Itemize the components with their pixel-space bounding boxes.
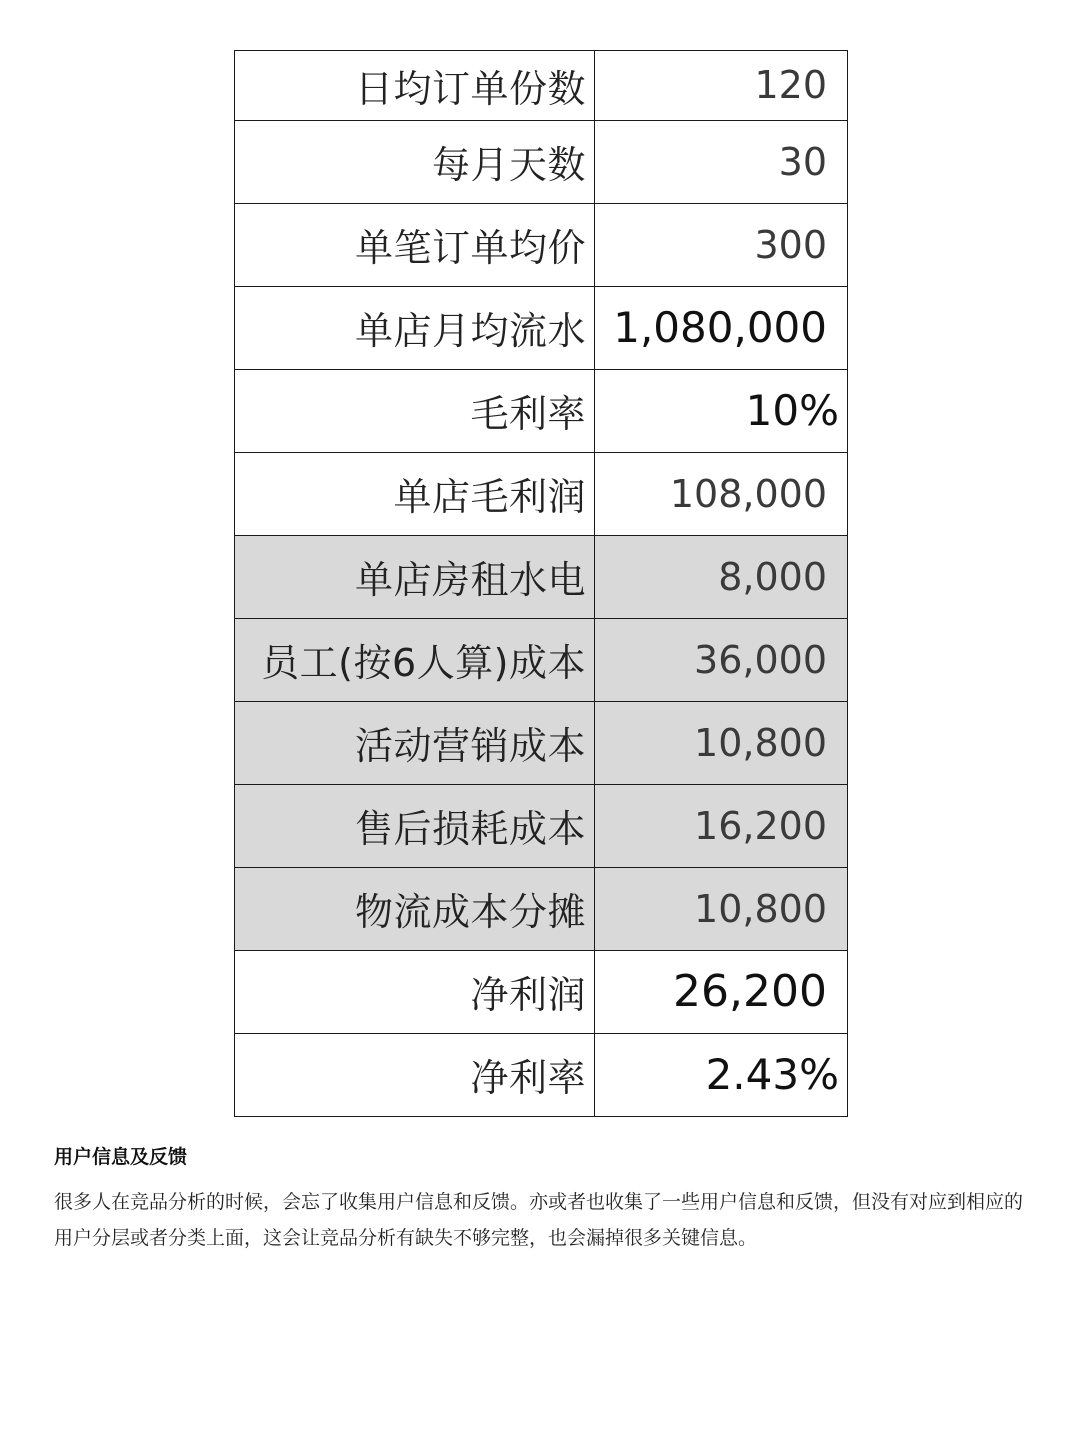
row-value: 120: [595, 51, 848, 121]
row-label: 毛利率: [235, 369, 595, 452]
table-row: [235, 784, 848, 867]
section-heading: 用户信息及反馈: [54, 1146, 188, 1168]
table-row: [235, 120, 848, 203]
row-value: 8,000: [595, 535, 848, 618]
row-label: 单笔订单均价: [235, 203, 595, 286]
row-value: 26,200: [595, 950, 848, 1033]
table-row: [235, 950, 848, 1033]
row-value: 10,800: [595, 867, 848, 950]
table-row: [235, 452, 848, 535]
table-row: [235, 203, 848, 286]
row-label: 净利润: [235, 950, 595, 1033]
row-value: 30: [595, 120, 848, 203]
table-row: [235, 701, 848, 784]
row-label: 物流成本分摊: [235, 867, 595, 950]
table-row: [235, 535, 848, 618]
row-label: 单店房租水电: [235, 535, 595, 618]
row-label: 单店毛利润: [235, 452, 595, 535]
row-label: 每月天数: [235, 120, 595, 203]
row-label: 单店月均流水: [235, 286, 595, 369]
table-row: [235, 286, 848, 369]
row-label: 活动营销成本: [235, 701, 595, 784]
store-profit-table: [234, 50, 848, 1117]
row-label: 净利率: [235, 1033, 595, 1116]
row-value: 108,000: [595, 452, 848, 535]
row-value: 10,800: [595, 701, 848, 784]
row-value: 300: [595, 203, 848, 286]
table-row: [235, 369, 848, 452]
row-value: 16,200: [595, 784, 848, 867]
table-row: [235, 51, 848, 121]
table-row: [235, 1033, 848, 1116]
row-label: 员工(按6人算)成本: [235, 618, 595, 701]
row-label: 售后损耗成本: [235, 784, 595, 867]
section-paragraph: 很多人在竞品分析的时候，会忘了收集用户信息和反馈。亦或者也收集了一些用户信息和反馈，但没有对应到相应的用户分层或者分类上面，这会让竞品分析有缺失不够完整，也会漏掉很多关键信息。: [54, 1191, 1024, 1249]
row-value: 2.43%: [595, 1033, 848, 1116]
cost-table-container: [234, 50, 847, 1117]
row-value: 1,080,000: [595, 286, 848, 369]
table-row: [235, 867, 848, 950]
row-label: 日均订单份数: [235, 51, 595, 121]
table-row: [235, 618, 848, 701]
row-value: 10%: [595, 369, 848, 452]
row-value: 36,000: [595, 618, 848, 701]
